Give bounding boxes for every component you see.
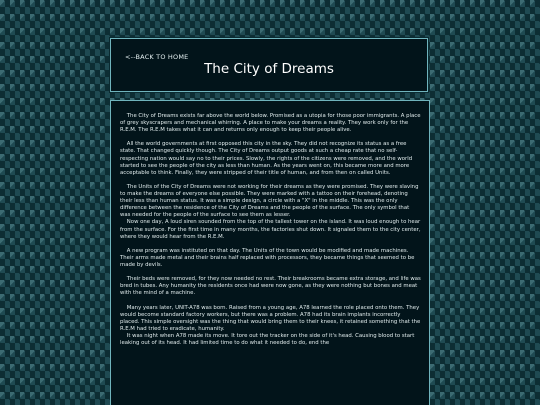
story-panel bbox=[110, 100, 430, 405]
page-title: The City of Dreams bbox=[204, 61, 334, 77]
story-text bbox=[111, 101, 429, 347]
header-panel bbox=[110, 38, 428, 92]
back-to-home-link[interactable]: <--BACK TO HOME bbox=[125, 53, 189, 61]
story-paragraph: Many years later, UNIT-A78 was born. Raised from a young age, A78 learned the role placed onto them. They would become standard factory workers, but there was a problem. A78 had its brain implants incorrectly placed. This simple oversight was the thing that would bring them to their knees, it retained something that the R.E.M had tried to eradicate, humanity. bbox=[120, 304, 423, 332]
story-paragraph: Now one day, A loud siren sounded from the top of the tallest tower on the island. It was loud enough to hear from the surface. For the first time in many months, the factories shut down. It signaled them to the city center, where they would hear from the R.E.M. bbox=[120, 219, 423, 240]
story-paragraph: Their beds were removed, for they now needed no rest. Their breakrooms became extra storage, and life was bred in tubes. Any humanity the residents once had were now gone, as they were nothing but bones and meat with the mind of a machine. bbox=[120, 276, 423, 297]
story-paragraph: All the world governments at first opposed this city in the sky. They did not recognize its status as a free state. That changed quickly though. The City of Dreams output goods at such a cheap rate that no self-respecting nation would say no to their prices. Slowly, the rights of the citizens were removed, and the world started to see the people of the city as less than human. As the years went on, this became more and more acceptable to think. Finally, they were stripped of their title of human, and from then on called Units. bbox=[120, 141, 414, 176]
story-paragraph: The City of Dreams exists far above the world below. Promised as a utopia for those poor immigrants. A place of grey skyscrapers and mechanical whirring. A place to make your dreams a reality. They work only for the R.E.M. The R.E.M takes what it can and returns only enough to keep their people alive. bbox=[120, 113, 423, 134]
story-paragraph: It was night when A78 made its move. It tore out the tracker on the side of it's head. Causing blood to start leaking out of its head. It had limited time to do what it needed to do, end the bbox=[120, 332, 417, 346]
story-paragraph: The Units of the City of Dreams were not working for their dreams as they were promised. They were slaving to make the dreams of everyone else possible. They were marked with a tattoo on their forehead, denoting their less than human status. It was a simple design, a circle with a "X" in the middle. This was the only difference between the residence of the City of Dreams and the people of the surface. The only symbol that was needed for the people of the surface to see them as lesser. bbox=[120, 183, 421, 219]
story-paragraph: A new program was instituted on that day. The Units of the town would be modified and made machines. Their arms made metal and their brains half replaced with processors, they became things that seemed to be made by devils. bbox=[120, 247, 417, 268]
